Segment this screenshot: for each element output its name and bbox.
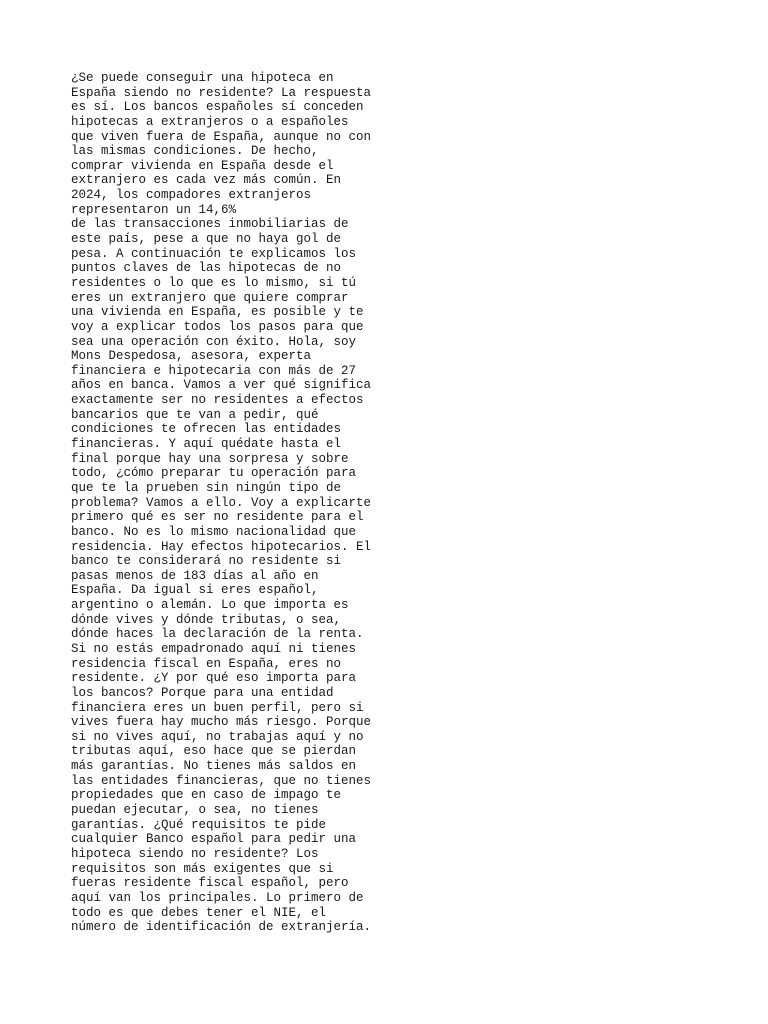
text-line: financieras. Y aquí quédate hasta el (71, 437, 342, 452)
text-line: bancarios que te van a pedir, qué (71, 407, 319, 422)
text-line: voy a explicar todos los pasos para que (71, 319, 364, 334)
text-line: primero qué es ser no residente para el (71, 510, 364, 525)
text-line: financiera e hipotecaria con más de 27 (71, 363, 357, 378)
text-line: este país, pese a que no haya gol de (71, 232, 342, 247)
transcript-text (71, 71, 391, 935)
text-line: financiera eres un buen perfil, pero si (71, 700, 364, 715)
text-line: hipotecas a extranjeros o a españoles (71, 114, 349, 129)
text-line: Si no estás empadronado aquí ni tienes (71, 641, 357, 656)
text-line: que viven fuera de España, aunque no con (71, 129, 372, 144)
text-line: hipoteca siendo no residente? Los (71, 846, 319, 861)
text-line: España. Da igual si eres español, (71, 583, 319, 598)
text-line: banco. No es lo mismo nacionalidad que (71, 524, 357, 539)
text-line: tributas aquí, eso hace que se pierdan (71, 744, 357, 759)
text-line: puedan ejecutar, o sea, no tienes (71, 803, 319, 818)
text-line: si no vives aquí, no trabajas aquí y no (71, 729, 364, 744)
text-line: eres un extranjero que quiere comprar (71, 290, 349, 305)
text-line: España siendo no residente? La respuesta (71, 85, 372, 100)
text-line: residencia. Hay efectos hipotecarios. El (71, 539, 372, 554)
text-line: extranjero es cada vez más común. En (71, 173, 342, 188)
text-line: de las transacciones inmobiliarias de (71, 217, 349, 232)
text-line: puntos claves de las hipotecas de no (71, 261, 342, 276)
text-line: comprar vivienda en España desde el (71, 158, 334, 173)
text-line: las entidades financieras, que no tienes (71, 773, 372, 788)
text-line: número de identificación de extranjería. (71, 920, 372, 935)
text-line: representaron un 14,6% (71, 202, 237, 217)
text-line: los bancos? Porque para una entidad (71, 685, 334, 700)
text-line: todo es que debes tener el NIE, el (71, 905, 327, 920)
text-line: fueras residente fiscal español, pero (71, 876, 349, 891)
text-line: años en banca. Vamos a ver qué significa (71, 378, 372, 393)
text-line: 2024, los compadores extranjeros (71, 188, 312, 203)
text-line: cualquier Banco español para pedir una (71, 832, 357, 847)
text-line: dónde vives y dónde tributas, o sea, (71, 612, 342, 627)
text-line: argentino o alemán. Lo que importa es (71, 598, 349, 613)
text-line: pesa. A continuación te explicamos los (71, 246, 357, 261)
text-line: residencia fiscal en España, eres no (71, 656, 342, 671)
text-line: residente. ¿Y por qué eso importa para (71, 671, 357, 686)
text-line: requisitos son más exigentes que si (71, 861, 334, 876)
text-line: aquí van los principales. Lo primero de (71, 890, 364, 905)
text-line: es sí. Los bancos españoles sí conceden (71, 100, 364, 115)
text-line: Mons Despedosa, asesora, experta (71, 349, 312, 364)
text-line: todo, ¿cómo preparar tu operación para (71, 466, 357, 481)
text-line: que te la prueben sin ningún tipo de (71, 480, 342, 495)
text-line: exactamente ser no residentes a efectos (71, 393, 364, 408)
text-line: final porque hay una sorpresa y sobre (71, 451, 349, 466)
text-line: sea una operación con éxito. Hola, soy (71, 334, 357, 349)
text-line: residentes o lo que es lo mismo, si tú (71, 275, 357, 290)
text-line: una vivienda en España, es posible y te (71, 305, 364, 320)
text-line: propiedades que en caso de impago te (71, 788, 342, 803)
text-line: dónde haces la declaración de la renta. (71, 627, 364, 642)
text-line: banco te considerará no residente si (71, 554, 342, 569)
text-line: vives fuera hay mucho más riesgo. Porque (71, 715, 372, 730)
text-line: ¿Se puede conseguir una hipoteca en (71, 71, 334, 85)
text-line: pasas menos de 183 días al año en (71, 568, 319, 583)
text-line: condiciones te ofrecen las entidades (71, 422, 342, 437)
text-line: problema? Vamos a ello. Voy a explicarte (71, 495, 372, 510)
text-line: las mismas condiciones. De hecho, (71, 144, 319, 159)
text-line: garantías. ¿Qué requisitos te pide (71, 817, 327, 832)
text-line: más garantías. No tienes más saldos en (71, 759, 357, 774)
